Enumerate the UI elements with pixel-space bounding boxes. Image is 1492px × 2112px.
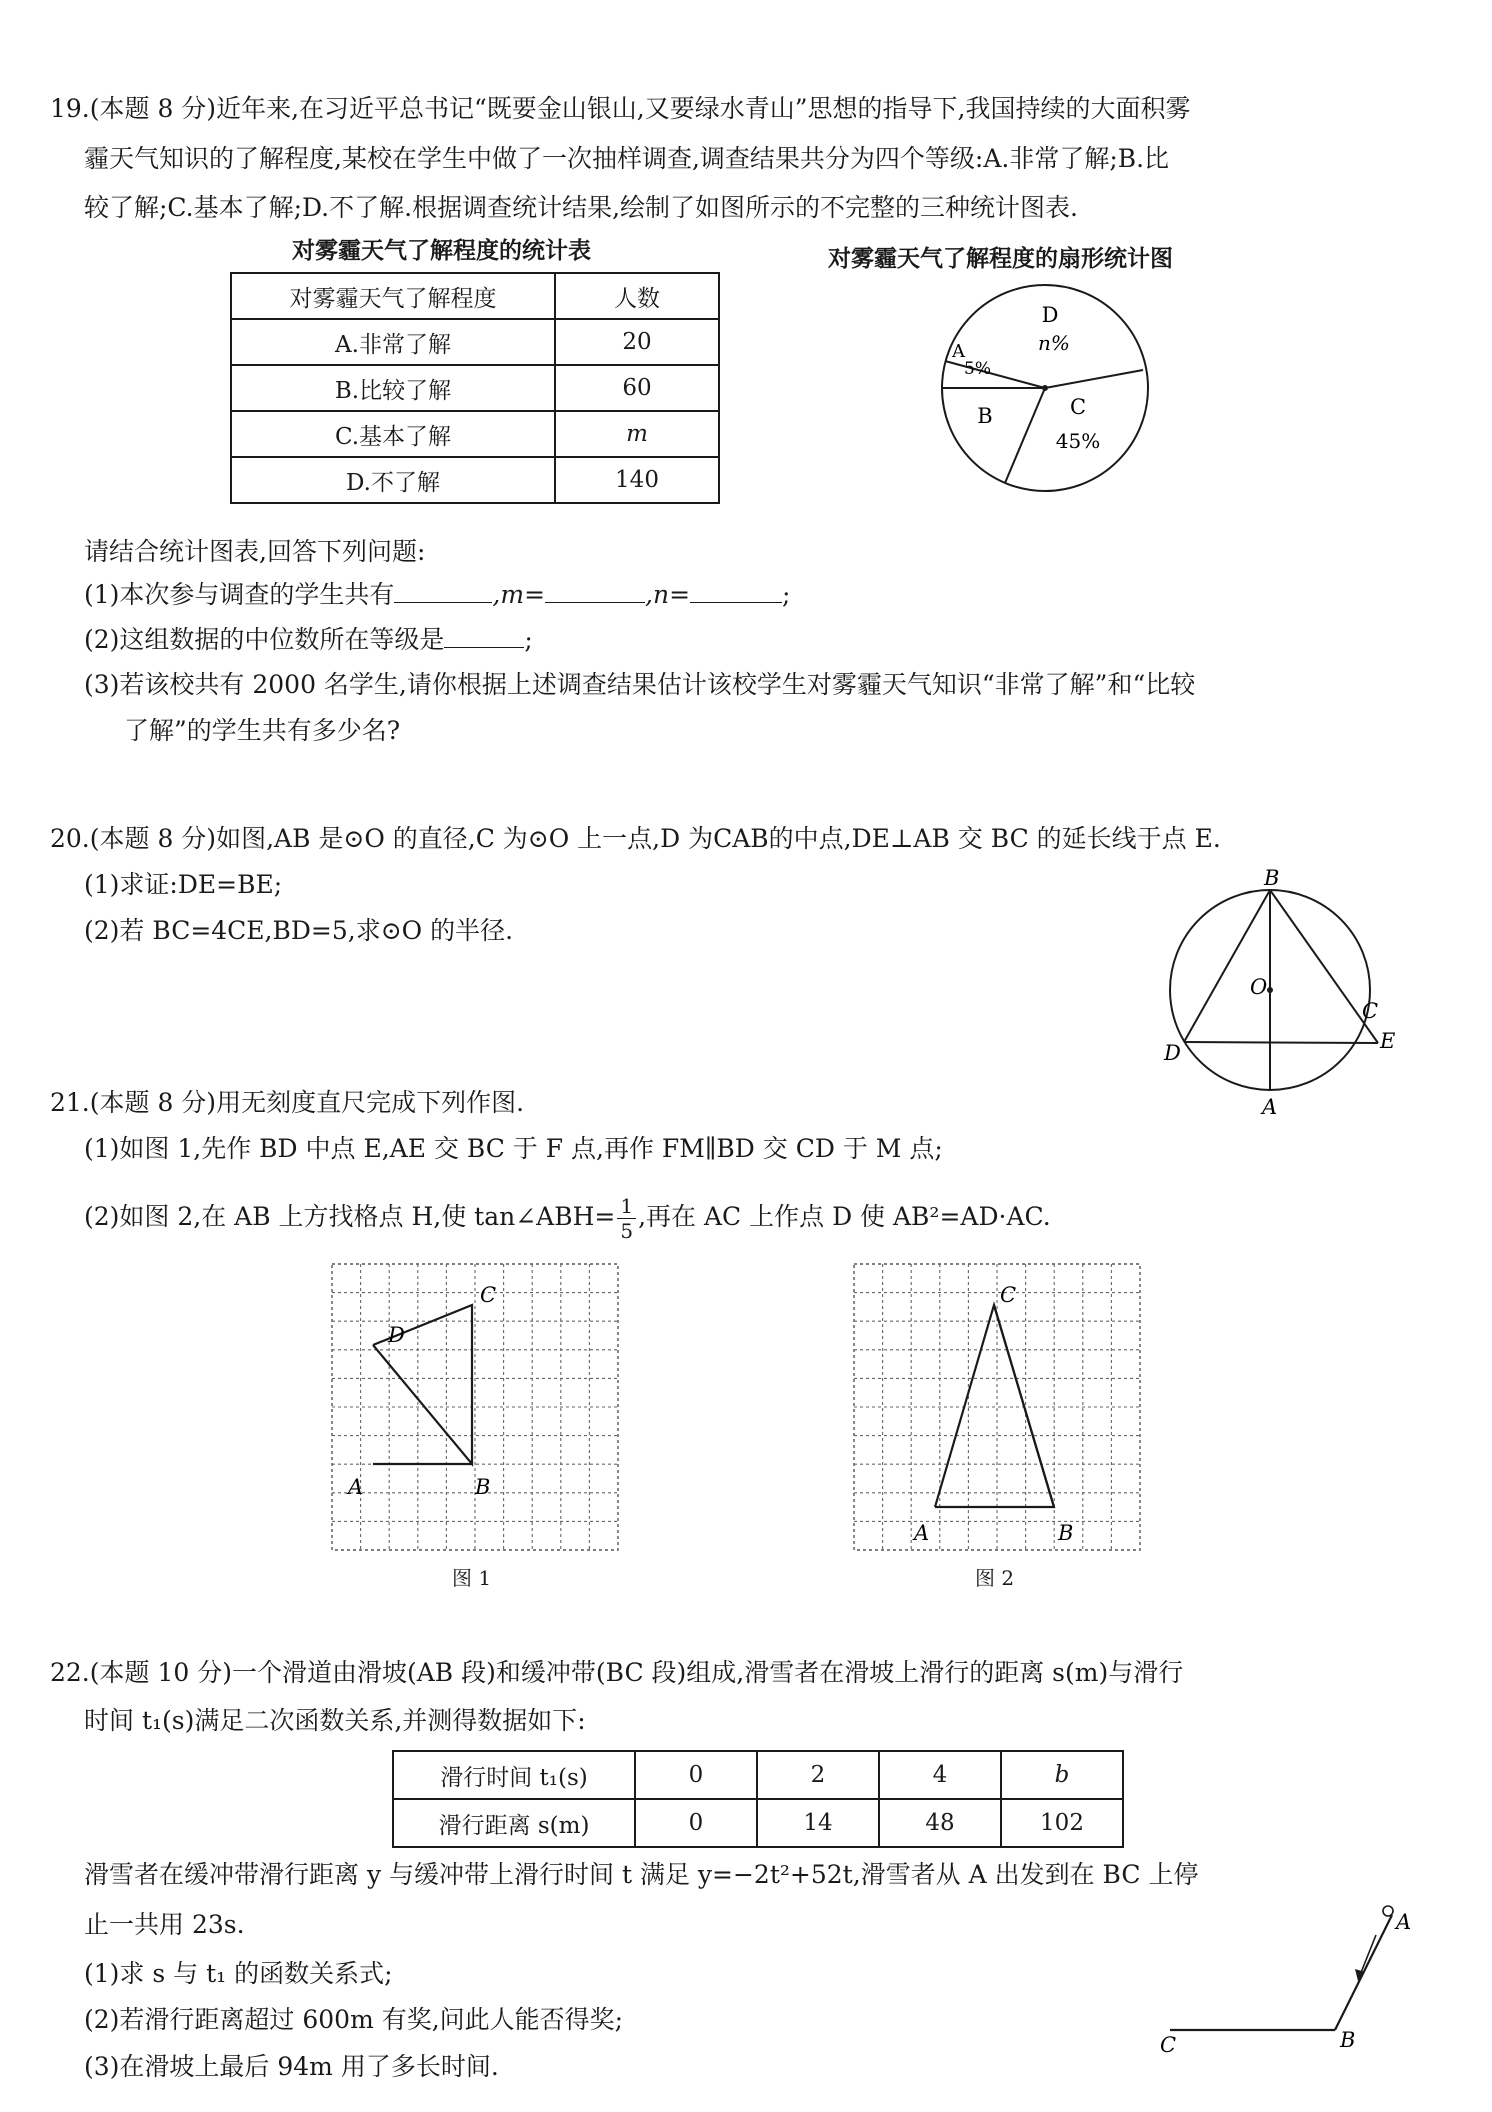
point-label-d: D [388, 1323, 405, 1347]
q19-sub-1-text: (1)本次参与调查的学生共有 [84, 580, 395, 609]
q19-sub-3-line-1: (3)若该校共有 2000 名学生,请你根据上述调查结果估计该校学生对雾霾天气知识“非常了解”和“比较 [84, 670, 1196, 699]
point-label-e: E [1380, 1029, 1396, 1053]
table-cell: D.不了解 [231, 457, 555, 503]
answer-blank[interactable] [690, 580, 782, 603]
table-cell: B.比较了解 [231, 365, 555, 411]
q22-line-2: 时间 t₁(s)满足二次函数关系,并测得数据如下: [84, 1706, 586, 1735]
table-header: 对雾霾天气了解程度 [231, 273, 555, 319]
q19-line-1: 19.(本题 8 分)近年来,在习近平总书记“既要金山银山,又要绿水青山”思想的指导下,我国持续的大面积雾 [50, 94, 1191, 123]
q19-sub-1 [84, 578, 790, 612]
q19-table-title: 对雾霾天气了解程度的统计表 [292, 237, 591, 264]
table-cell: 60 [555, 365, 719, 411]
pie-divider [1005, 388, 1045, 483]
table-cell: 20 [555, 319, 719, 365]
q22-part-1: (1)求 s 与 t₁ 的函数关系式; [84, 1959, 393, 1988]
q22-line-1: 22.(本题 10 分)一个滑道由滑坡(AB 段)和缓冲带(BC 段)组成,滑雪者在滑坡上滑行的距离 s(m)与滑行 [50, 1658, 1184, 1687]
point-label-c: C [1000, 1283, 1017, 1307]
table-row [231, 457, 719, 503]
q21-line-1: 21.(本题 8 分)用无刻度直尺完成下列作图. [50, 1088, 525, 1117]
q20-circle-figure [1150, 860, 1410, 1135]
answer-blank[interactable] [545, 580, 645, 603]
answer-blank[interactable] [444, 625, 524, 648]
q22-data-table [392, 1750, 1124, 1848]
q22-line-4: 止一共用 23s. [84, 1910, 245, 1939]
q20-part-1: (1)求证:DE=BE; [84, 870, 283, 899]
fraction-numerator: 1 [617, 1194, 636, 1219]
table-cell: C.基本了解 [231, 411, 555, 457]
point-label-c: C [1160, 2033, 1177, 2057]
q19-pie-chart [930, 278, 1170, 498]
arrow-icon [1360, 1935, 1376, 1975]
table-cell: 2 [757, 1751, 879, 1799]
pie-pct-c: 45% [1055, 429, 1101, 453]
point-label-a: A [1262, 1095, 1278, 1119]
point-label-c: C [1362, 999, 1379, 1023]
table-cell: m [555, 411, 719, 457]
pie-label-a: A [952, 341, 965, 362]
point-label-b: B [1264, 866, 1280, 890]
q21-part-1: (1)如图 1,先作 BD 中点 E,AE 交 BC 于 F 点,再作 FM∥BD 交 CD 于 M 点; [84, 1134, 943, 1163]
q21-grid-figure-2 [852, 1262, 1144, 1554]
q19-sub-2 [84, 623, 533, 657]
pie-divider [1045, 370, 1143, 388]
table-header: 人数 [555, 273, 719, 319]
q19-sub-1-text: ,m= [492, 580, 546, 609]
q19-sub-1-text: ,n= [645, 580, 691, 609]
table-row [393, 1799, 1123, 1847]
q21-part-2-text: (2)如图 2,在 AB 上方找格点 H,使 tan∠ABH= [84, 1202, 616, 1231]
q19-stats-table [230, 272, 720, 504]
q19-line-2: 霾天气知识的了解程度,某校在学生中做了一次抽样调查,调查结果共分为四个等级:A.非常了解;B.比 [84, 144, 1170, 173]
point-label-b: B [1058, 1521, 1074, 1545]
table-row [393, 1751, 1123, 1799]
fraction [617, 1194, 636, 1243]
skier-icon [1383, 1906, 1393, 1916]
pie-pct-d: n% [1038, 331, 1070, 355]
point-label-c: C [480, 1283, 497, 1307]
pie-center [1042, 385, 1048, 391]
table-header: 滑行时间 t₁(s) [393, 1751, 635, 1799]
pie-divider [945, 361, 1045, 388]
table-row [231, 411, 719, 457]
point-label-d: D [1164, 1041, 1181, 1065]
q21-part-2-text: ,再在 AC 上作点 D 使 AB²=AD·AC. [638, 1202, 1051, 1231]
segment-de [1184, 1042, 1378, 1043]
fraction-denominator: 5 [620, 1219, 634, 1243]
answer-blank[interactable] [394, 580, 492, 603]
q19-sub-2-text: (2)这组数据的中位数所在等级是 [84, 625, 445, 654]
q20-line-1: 20.(本题 8 分)如图,AB 是⊙O 的直径,C 为⊙O 上一点,D 为CAB的中点,DE⊥AB 交 BC 的延长线于点 E. [50, 824, 1221, 853]
table-cell: b [1001, 1751, 1123, 1799]
segment-cb [994, 1305, 1054, 1507]
table-cell: 4 [879, 1751, 1001, 1799]
figure-2-caption: 图 2 [975, 1566, 1015, 1590]
pie-label-c: C [1069, 395, 1087, 419]
q19-sub-2-text: ; [524, 625, 533, 654]
grid-lines [332, 1264, 618, 1550]
q22-part-3: (3)在滑坡上最后 94m 用了多长时间. [84, 2052, 499, 2081]
table-cell: 0 [635, 1799, 757, 1847]
pie-label-d: D [1041, 303, 1059, 327]
table-cell: 140 [555, 457, 719, 503]
q22-slope-figure [1150, 1895, 1420, 2060]
center-point [1267, 987, 1273, 993]
q21-part-2 [84, 1194, 1051, 1243]
q22-line-3: 滑雪者在缓冲带滑行距离 y 与缓冲带上滑行时间 t 满足 y=−2t²+52t,滑雪者从 A 出发到在 BC 上停 [84, 1860, 1199, 1889]
q19-sub-1-text: ; [782, 580, 791, 609]
point-label-b: B [475, 1475, 491, 1499]
q21-grid-figure-1 [330, 1262, 622, 1554]
table-row [231, 319, 719, 365]
q19-pie-title: 对雾霾天气了解程度的扇形统计图 [828, 245, 1173, 272]
table-cell: 0 [635, 1751, 757, 1799]
table-cell: 102 [1001, 1799, 1123, 1847]
q19-sub-3-line-2: 了解”的学生共有多少名? [124, 716, 401, 745]
q19-line-3: 较了解;C.基本了解;D.不了解.根据调查统计结果,绘制了如图所示的不完整的三种统计图表. [84, 193, 1078, 222]
q22-part-2: (2)若滑行距离超过 600m 有奖,问此人能否得奖; [84, 2005, 624, 2034]
table-cell: 48 [879, 1799, 1001, 1847]
pie-pct-a: 5% [964, 359, 991, 379]
pie-label-b: B [977, 404, 993, 428]
point-label-o: O [1250, 975, 1268, 999]
point-label-a: A [914, 1521, 930, 1545]
segment-bd [1184, 890, 1270, 1042]
figure-1-caption: 图 1 [452, 1566, 492, 1590]
point-label-a: A [348, 1475, 364, 1499]
table-header: 滑行距离 s(m) [393, 1799, 635, 1847]
point-label-b: B [1340, 2028, 1356, 2052]
table-header-row [231, 273, 719, 319]
point-label-a: A [1396, 1910, 1412, 1934]
triangle-abc [935, 1305, 1054, 1507]
q20-part-2: (2)若 BC=4CE,BD=5,求⊙O 的半径. [84, 916, 514, 945]
table-cell: 14 [757, 1799, 879, 1847]
table-row [231, 365, 719, 411]
q19-prompt: 请结合统计图表,回答下列问题: [84, 537, 426, 566]
table-cell: A.非常了解 [231, 319, 555, 365]
